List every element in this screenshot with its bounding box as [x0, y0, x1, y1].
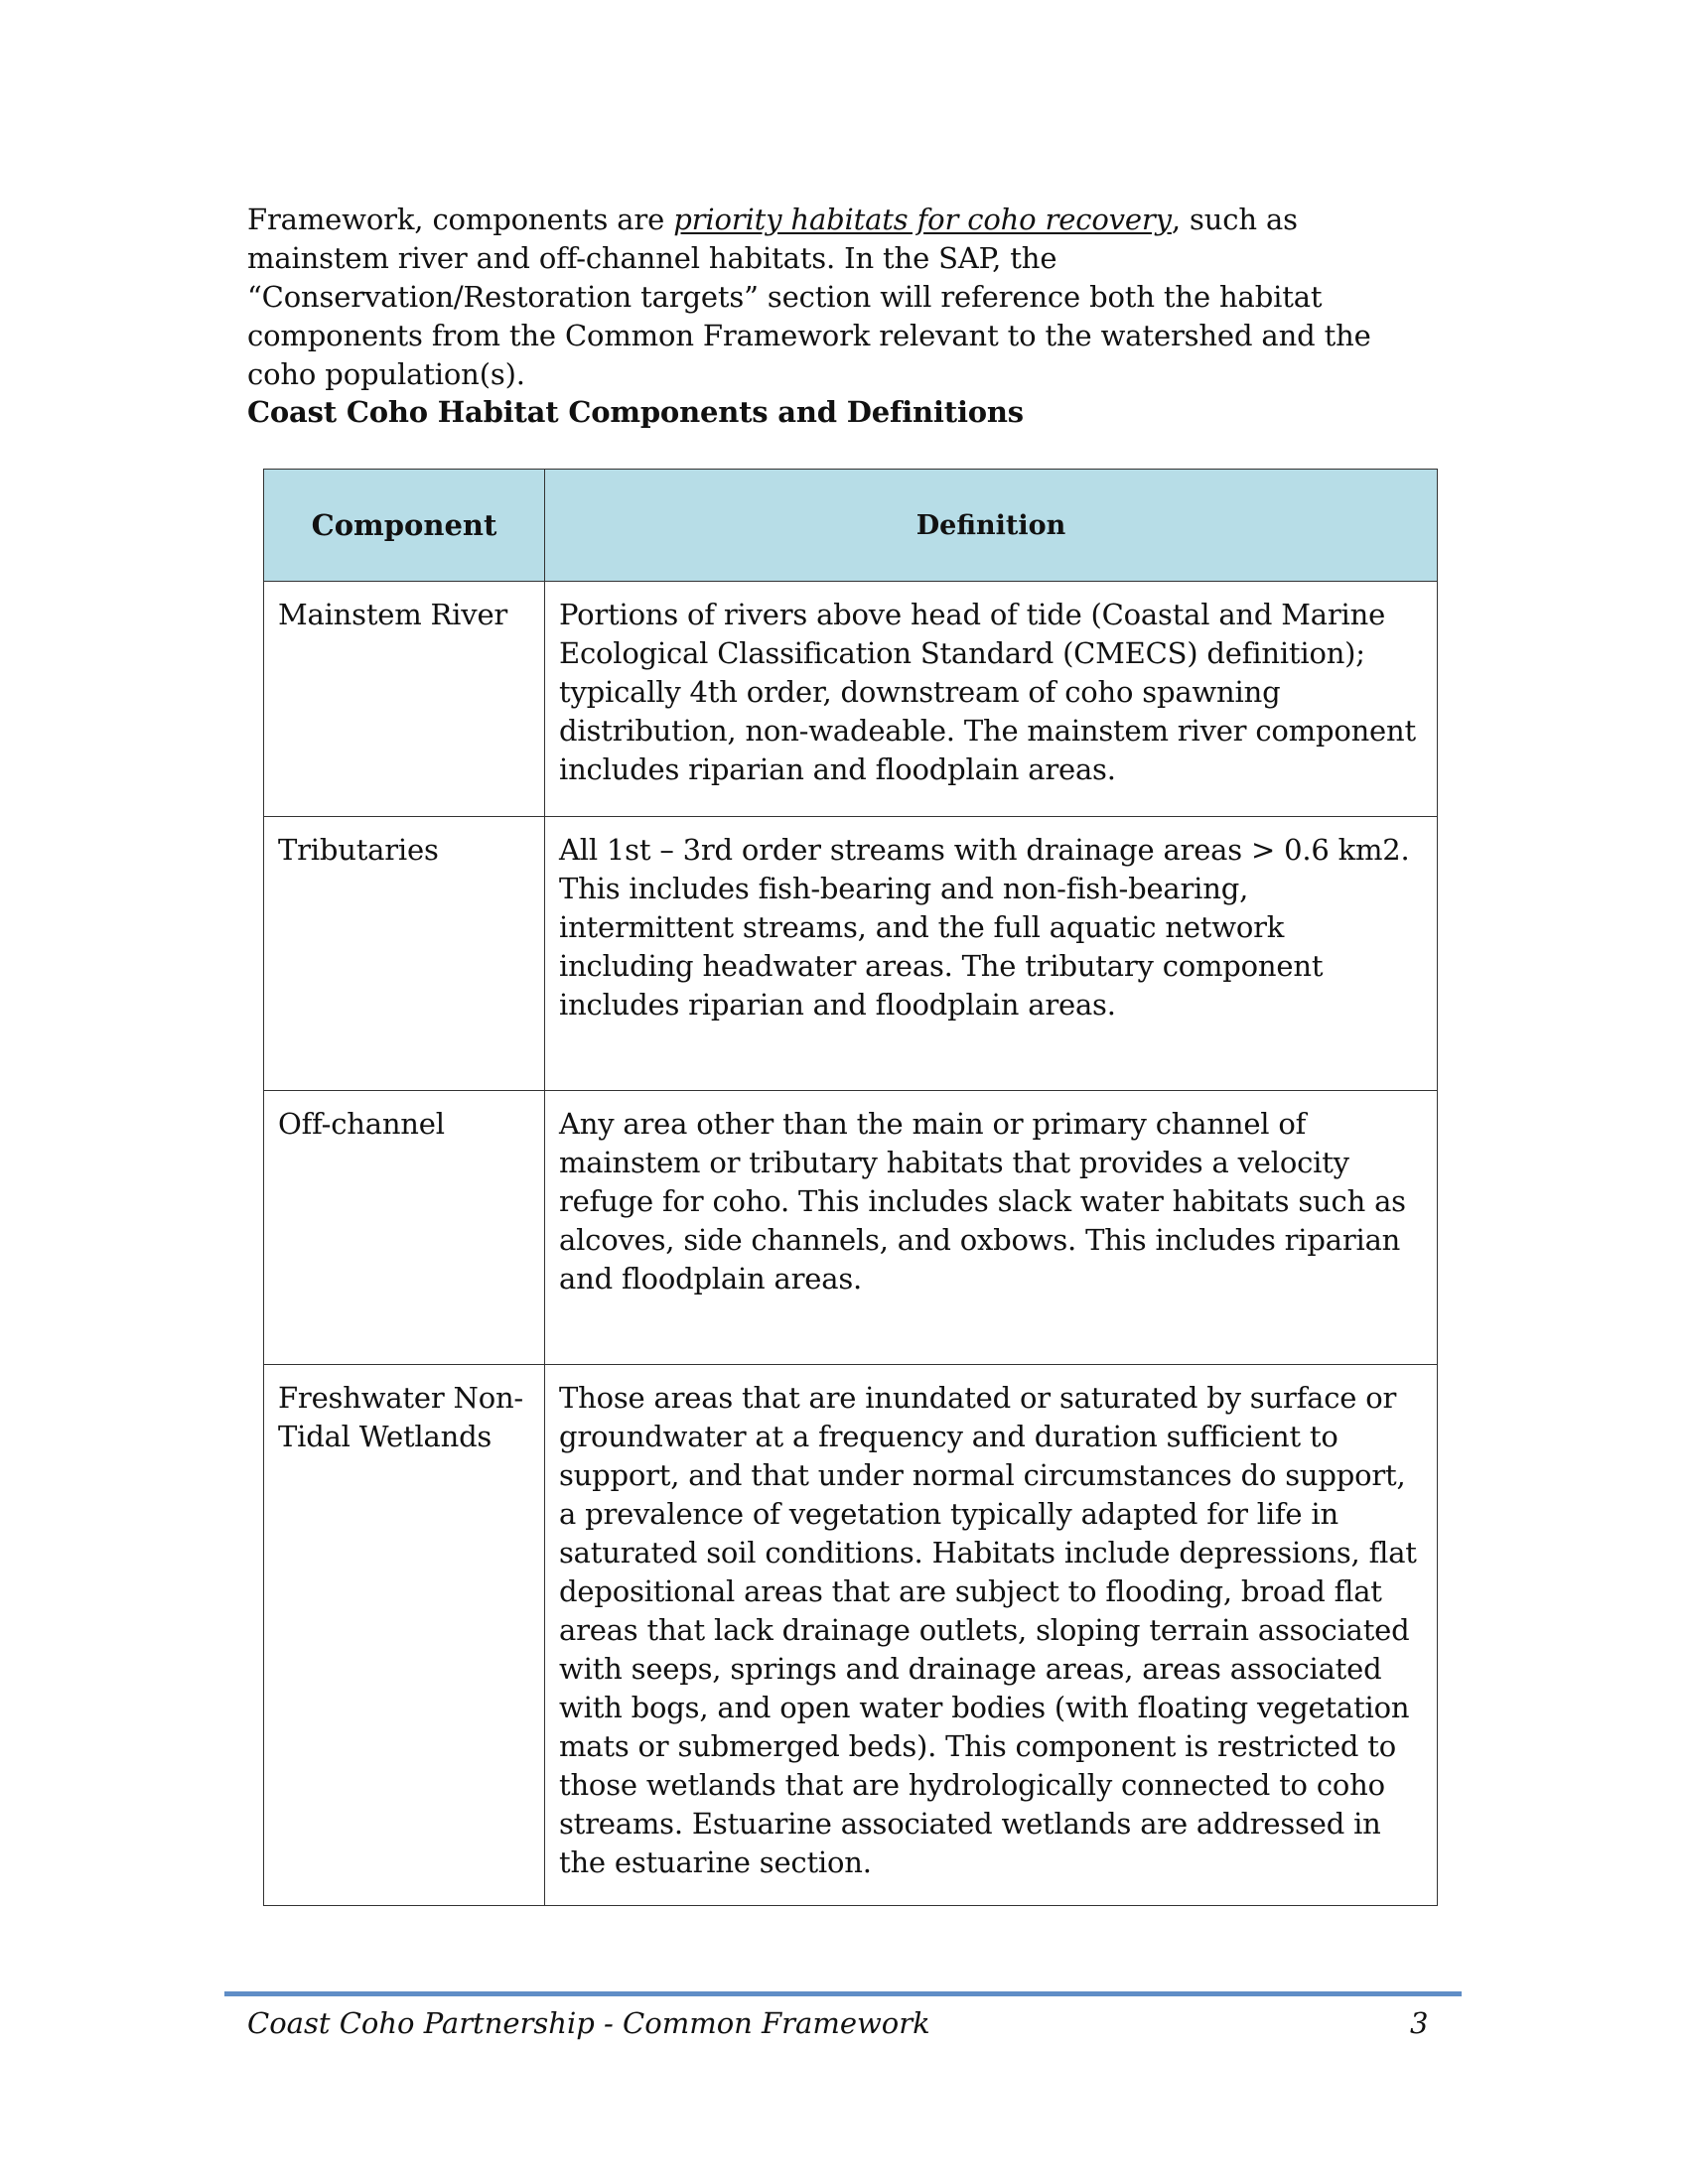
table-row — [264, 817, 1438, 1091]
definition-cell: Any area other than the main or primary channel of mainstem or tributary habitats that provides a velocity refuge for coho. This includes slack water habitats such as alcoves, side channels, and oxbows. This includes riparian and floodplain areas. — [545, 1091, 1438, 1365]
page-number: 3 — [1410, 2006, 1429, 2040]
footer-title: Coast Coho Partnership - Common Framework — [247, 2006, 930, 2040]
component-cell: Freshwater Non-Tidal Wetlands — [264, 1365, 545, 1906]
table-row — [264, 582, 1438, 817]
intro-emphasis: priority habitats for coho recovery — [673, 203, 1172, 236]
column-header-component: Component — [264, 470, 545, 582]
definition-cell: All 1st – 3rd order streams with drainage areas > 0.6 km2. This includes fish-bearing and non-fish-bearing, intermittent streams, and the full aquatic network including headwater areas. The tributary component includes riparian and floodplain areas. — [545, 817, 1438, 1091]
definition-cell: Portions of rivers above head of tide (Coastal and Marine Ecological Classification Standard (CMECS) definition); typically 4th order, downstream of coho spawning distribution, non-wadeable. The mainstem river component includes riparian and floodplain areas. — [545, 582, 1438, 817]
habitat-components-table — [263, 469, 1438, 1906]
component-cell: Mainstem River — [264, 582, 545, 817]
component-cell: Tributaries — [264, 817, 545, 1091]
intro-lead: Framework, components are — [247, 203, 674, 236]
component-cell: Off-channel — [264, 1091, 545, 1365]
column-header-definition: Definition — [545, 470, 1438, 582]
table-row — [264, 1091, 1438, 1365]
page-body — [247, 201, 1439, 429]
table-row — [264, 1365, 1438, 1906]
definition-cell: Those areas that are inundated or saturated by surface or groundwater at a frequency and duration sufficient to support, and that under normal circumstances do support, a prevalence of vegetation typically adapted for life in saturated soil conditions. Habitats include depressions, flat depositional areas that are subject to flooding, broad flat areas that lack drainage outlets, sloping terrain associated with seeps, springs and drainage areas, areas associated with bogs, and open water bodies (with floating vegetation mats or submerged beds). This component is restricted to those wetlands that are hydrologically connected to coho streams. Estuarine associated wetlands are addressed in the estuarine section. — [545, 1365, 1438, 1906]
intro-rest: , such as mainstem river and off-channel habitats. In the SAP, the “Conservation/Restoration targets” section will reference both the habitat components from the Common Framework relevant to the watershed and the coho population(s). — [247, 203, 1371, 391]
footer-rule — [224, 1991, 1462, 1996]
intro-paragraph — [247, 201, 1439, 394]
table-header-row — [264, 470, 1438, 582]
section-heading: Coast Coho Habitat Components and Definitions — [247, 395, 1024, 429]
